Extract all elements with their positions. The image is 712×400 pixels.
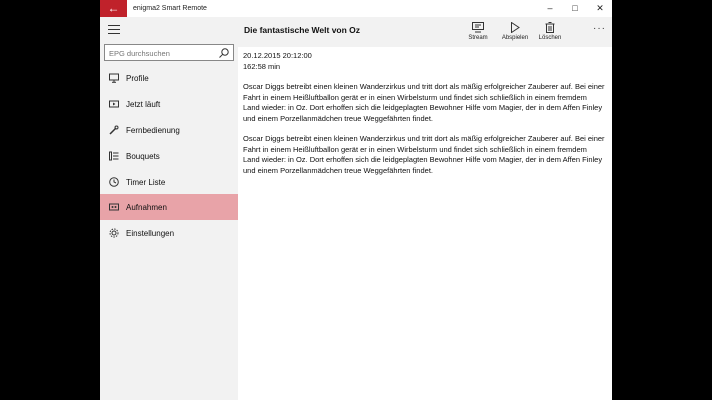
hamburger-menu-icon[interactable] bbox=[108, 25, 120, 35]
app-title: enigma2 Smart Remote bbox=[133, 5, 207, 12]
delete-button[interactable] bbox=[532, 20, 568, 47]
sidebar-item-settings[interactable] bbox=[100, 220, 238, 246]
recordings-icon bbox=[109, 202, 119, 212]
stream-icon bbox=[460, 20, 496, 34]
sidebar-item-recordings[interactable] bbox=[100, 194, 238, 220]
remote-icon bbox=[109, 125, 119, 135]
program-description: Oscar Diggs betreibt einen kleinen Wanderzirkus und tritt dort als mäßig erfolgreicher Zauberer auf. Bei einer Fahrt in einem Heißluftballon gerät er in einen Wirbelsturm und findet sich schließlich in einem fremdem Land wieder: in Oz. Dort erhoffen sich die leidgeplagten Bewohner Hilfe vom Magier, der in dem Affen Finley und einem Porzellanmädchen treue Weggefährten findet. bbox=[243, 134, 605, 175]
sidebar-item-label: Einstellungen bbox=[126, 228, 175, 238]
play-icon bbox=[497, 20, 533, 34]
gear-icon bbox=[109, 228, 119, 238]
search-icon[interactable] bbox=[218, 47, 230, 59]
title-bar bbox=[100, 0, 612, 17]
sidebar-item-remote[interactable] bbox=[100, 117, 238, 143]
app-window bbox=[100, 0, 612, 400]
close-button[interactable]: ✕ bbox=[596, 3, 604, 13]
program-duration: 162:58 min bbox=[243, 61, 281, 71]
play-button[interactable] bbox=[497, 20, 533, 47]
more-options-button[interactable]: ··· bbox=[593, 23, 606, 34]
sidebar-item-label: Bouquets bbox=[126, 151, 160, 161]
delete-label: Löschen bbox=[538, 35, 562, 41]
sidebar-item-timer-list[interactable] bbox=[100, 169, 238, 195]
epg-search-box[interactable] bbox=[104, 44, 234, 61]
sidebar-item-label: Fernbedienung bbox=[126, 125, 180, 135]
program-datetime: 20.12.2015 20:12:00 bbox=[243, 51, 312, 60]
search-input[interactable] bbox=[109, 47, 214, 59]
sidebar-item-label: Timer Liste bbox=[126, 177, 166, 187]
sidebar bbox=[100, 17, 238, 400]
sidebar-item-bouquets[interactable] bbox=[100, 143, 238, 169]
sidebar-item-label: Profile bbox=[126, 73, 149, 83]
list-icon bbox=[109, 151, 119, 161]
stream-label: Stream bbox=[468, 35, 488, 41]
minimize-button[interactable]: – bbox=[547, 3, 553, 13]
tv-play-icon bbox=[109, 99, 119, 109]
program-details bbox=[243, 51, 605, 176]
play-label: Abspielen bbox=[501, 35, 529, 41]
back-button[interactable]: ← bbox=[100, 0, 127, 17]
sidebar-item-profile[interactable] bbox=[100, 65, 238, 91]
program-title: Die fantastische Welt von Oz bbox=[244, 25, 361, 35]
maximize-button[interactable]: □ bbox=[572, 3, 578, 13]
stream-button[interactable] bbox=[460, 20, 496, 47]
clock-icon bbox=[109, 177, 119, 187]
trash-icon bbox=[532, 20, 568, 34]
sidebar-item-label: Jetzt läuft bbox=[126, 99, 161, 109]
sidebar-item-label: Aufnahmen bbox=[126, 202, 167, 212]
main-content bbox=[238, 17, 612, 400]
sidebar-item-now-playing[interactable] bbox=[100, 91, 238, 117]
monitor-icon bbox=[109, 73, 119, 83]
command-bar bbox=[238, 17, 612, 47]
program-description: Oscar Diggs betreibt einen kleinen Wanderzirkus und tritt dort als mäßig erfolgreicher Zauberer auf. Bei einer Fahrt in einem Heißluftballon gerät er in einen Wirbelsturm und findet sich schließlich in einem fremdem Land wieder: in Oz. Dort erhoffen sich die leidgeplagten Bewohner Hilfe vom Magier, der in dem Affen Finley und einem Porzellanmädchen treue Weggefährten findet. bbox=[243, 82, 605, 123]
